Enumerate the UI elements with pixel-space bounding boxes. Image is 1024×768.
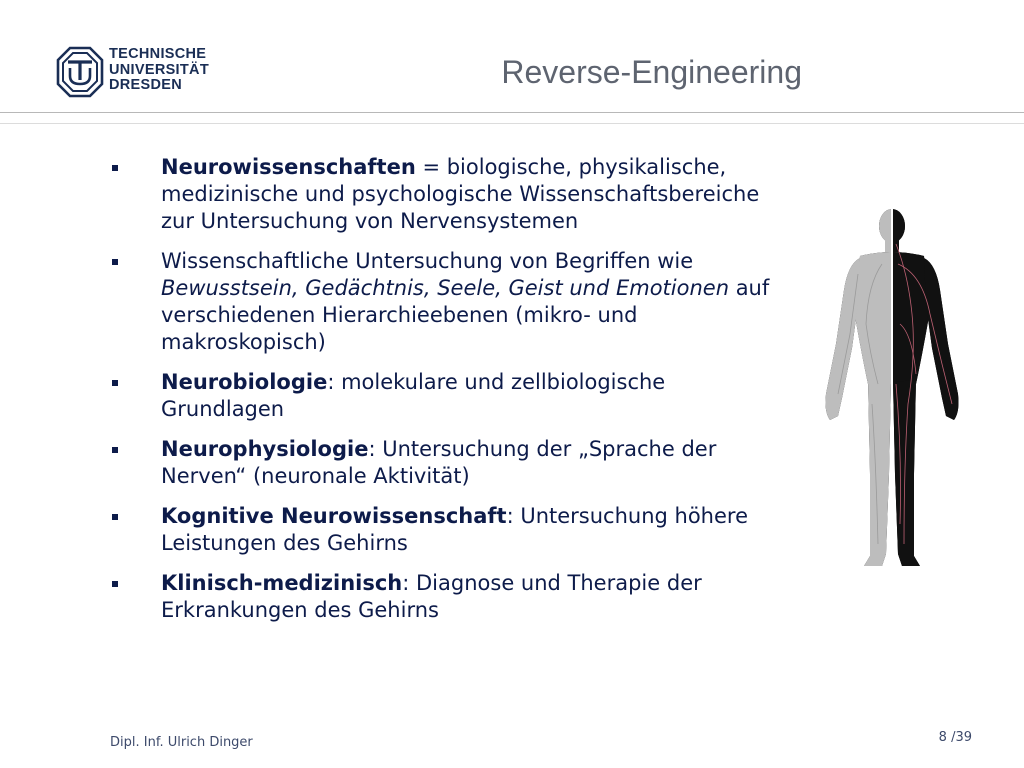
bullet-text: Wissenschaftliche Untersuchung von Begriffen wie bbox=[161, 249, 694, 273]
bullet-term: Klinisch-medizinisch bbox=[161, 571, 403, 595]
bullet-text: : molekulare und zellbiologische Grundlagen bbox=[161, 370, 666, 421]
tu-dresden-logo bbox=[56, 46, 226, 102]
bullet-text: : Untersuchung der „Sprache der Nerven“ (neuronale Aktivität) bbox=[161, 437, 717, 488]
logo-line: TECHNISCHE bbox=[109, 46, 207, 62]
bullet-emphasis: Bewusstsein, Gedächtnis, Seele, Geist und Emotionen bbox=[161, 276, 730, 300]
bullet-text: auf verschiedenen Hierarchieebenen (mikro- und makroskopisch) bbox=[161, 276, 770, 354]
bullet-term: Kognitive Neurowissenschaft bbox=[161, 504, 507, 528]
bullet-square-icon bbox=[112, 165, 118, 171]
logo-text bbox=[109, 47, 209, 94]
bullet-item bbox=[110, 570, 790, 624]
bullet-text: : Diagnose und Therapie der Erkrankungen des Gehirns bbox=[161, 571, 702, 622]
bullet-item bbox=[110, 503, 790, 557]
bullet-square-icon bbox=[112, 581, 118, 587]
bullet-term: Neurowissenschaften bbox=[161, 155, 416, 179]
logo-line: UNIVERSITÄT bbox=[109, 61, 209, 78]
bullet-item bbox=[110, 369, 790, 423]
page-number: 8 /39 bbox=[938, 730, 972, 745]
bullet-square-icon bbox=[112, 514, 118, 520]
bullet-square-icon bbox=[112, 380, 118, 386]
footer-author: Dipl. Inf. Ulrich Dinger bbox=[110, 735, 253, 750]
slide-title: Reverse-Engineering bbox=[501, 54, 802, 90]
bullet-square-icon bbox=[112, 447, 118, 453]
human-body-illustration bbox=[812, 204, 972, 574]
bullet-item bbox=[110, 154, 790, 235]
bullet-item bbox=[110, 436, 790, 490]
bullet-text: : Untersuchung höhere Leistungen des Gehirns bbox=[161, 504, 749, 555]
bullet-term: Neurobiologie bbox=[161, 370, 328, 394]
logo-line: DRESDEN bbox=[109, 77, 182, 93]
header-divider-secondary bbox=[0, 123, 1024, 124]
bullet-item bbox=[110, 248, 790, 356]
header-divider bbox=[0, 112, 1024, 113]
bullet-list bbox=[110, 154, 790, 637]
bullet-term: Neurophysiologie bbox=[161, 437, 369, 461]
bullet-square-icon bbox=[112, 259, 118, 265]
tu-dresden-emblem-icon bbox=[56, 46, 104, 98]
bullet-text: = biologische, physikalische, medizinische und psychologische Wissenschaftsbereiche zur Untersuchung von Nervensystemen bbox=[161, 155, 760, 233]
